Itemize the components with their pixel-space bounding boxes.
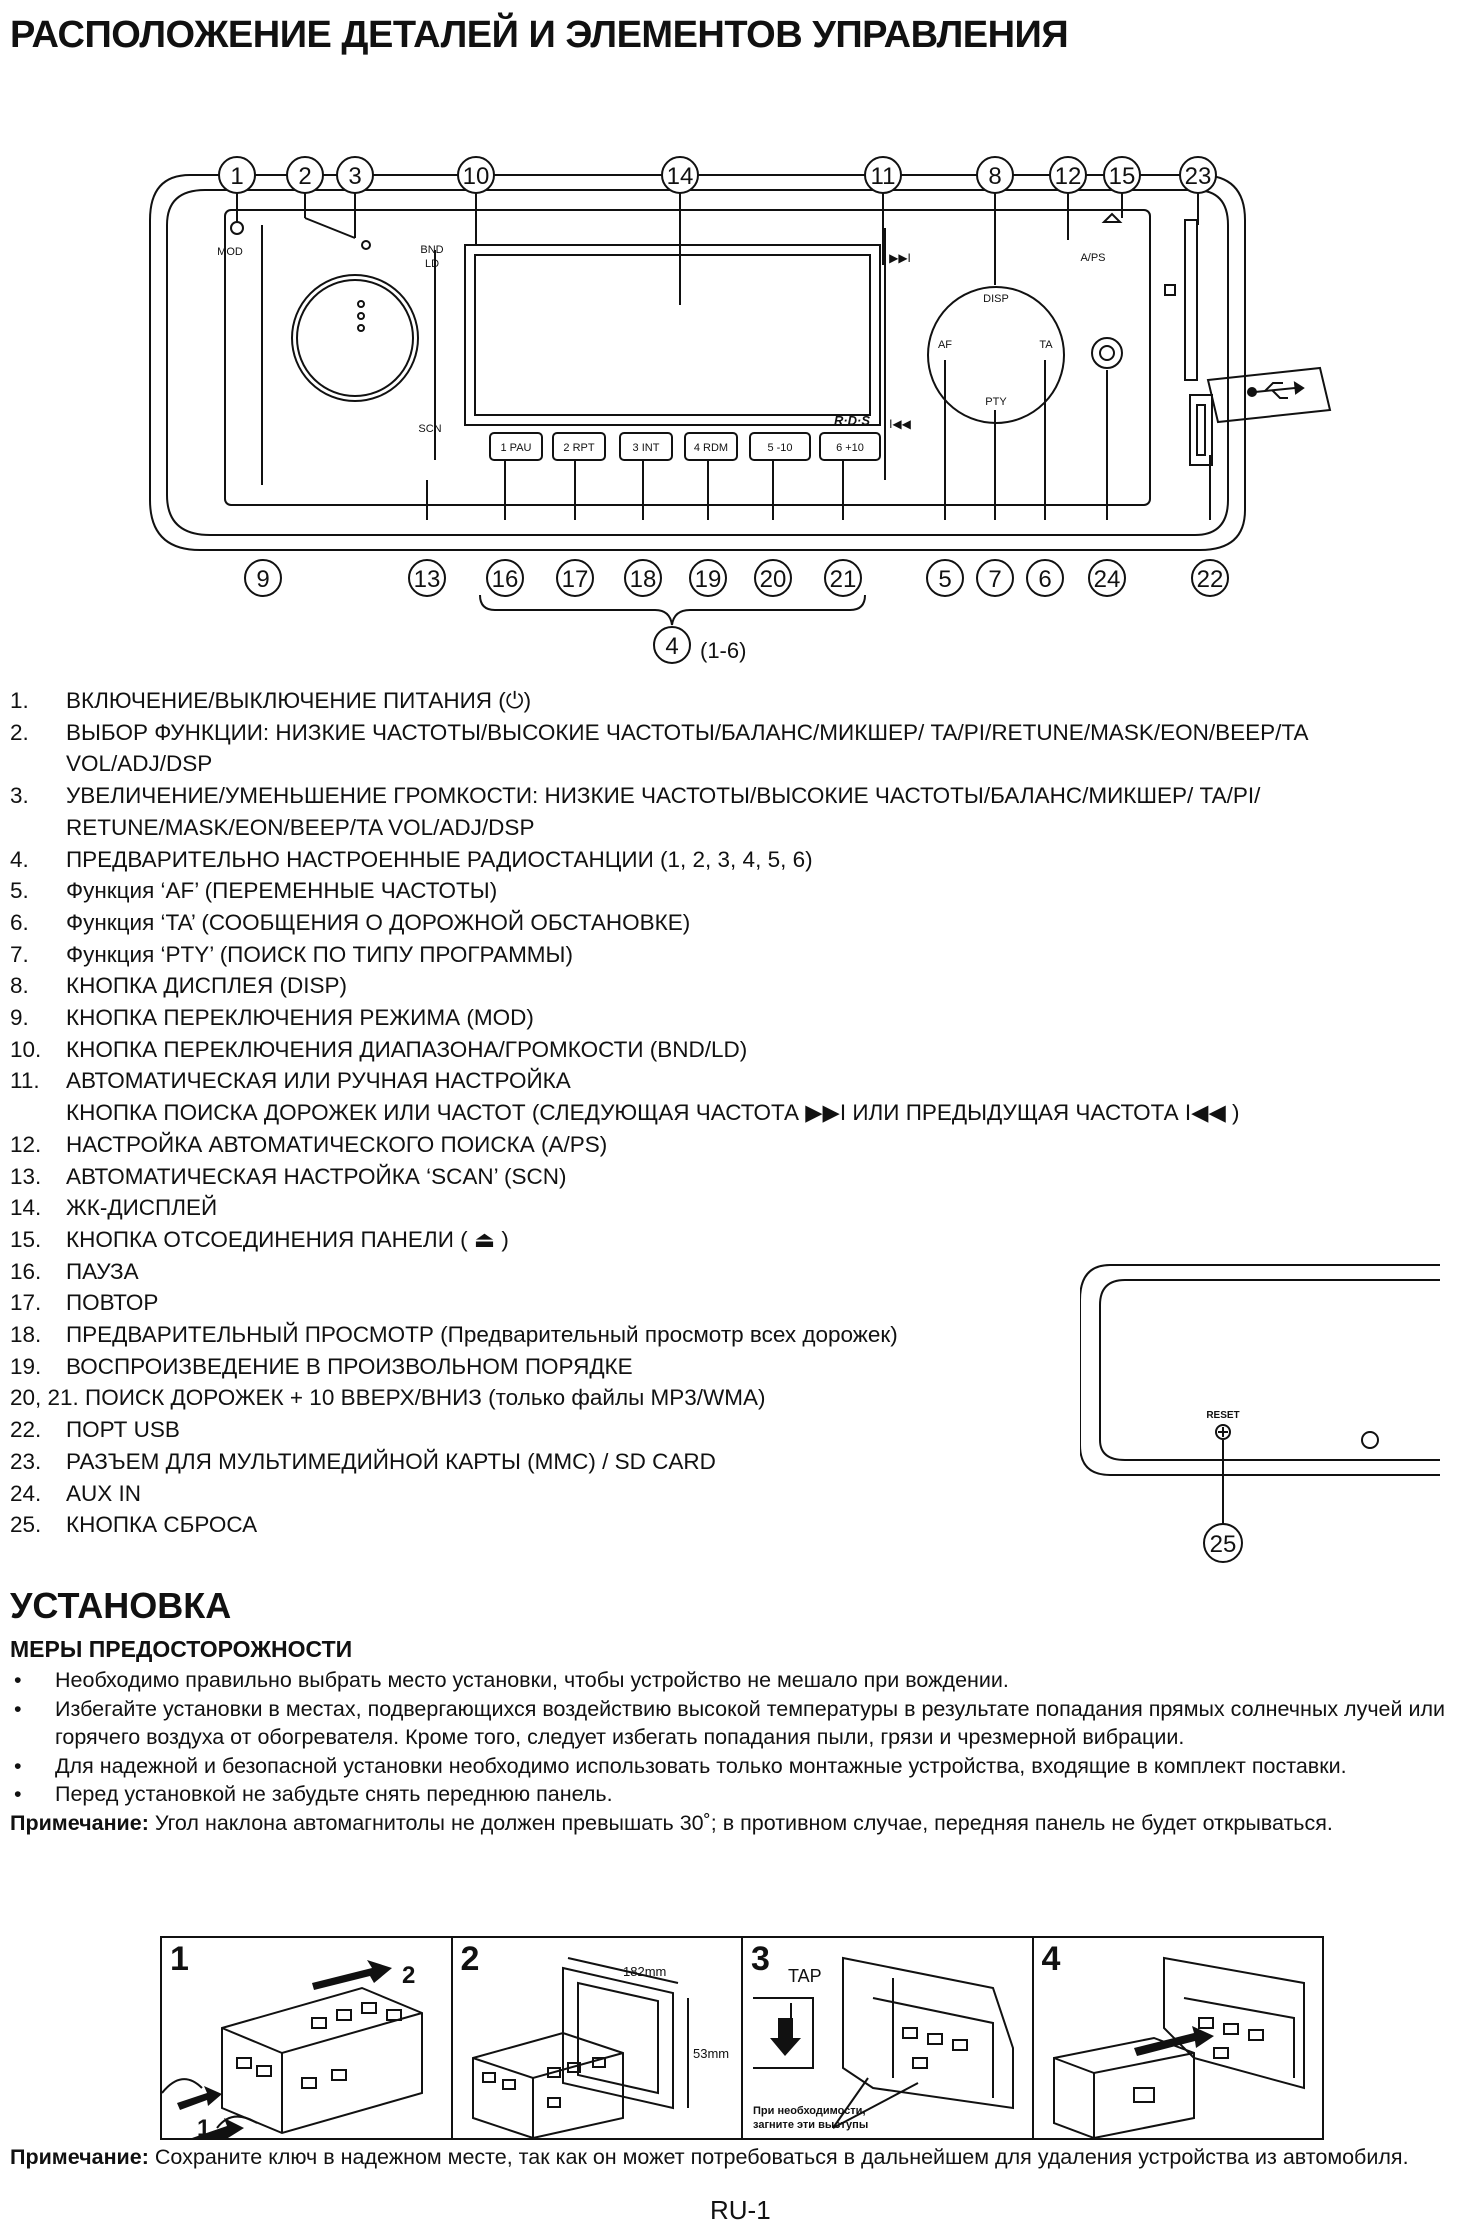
legend-number: 24. — [10, 1480, 42, 1506]
callout-25 — [1204, 1524, 1242, 1562]
legend-number: 19. — [10, 1353, 42, 1379]
legend-item — [10, 1161, 1460, 1193]
legend-item — [10, 717, 1460, 749]
svg-text:25: 25 — [1209, 1531, 1237, 1558]
svg-text:182mm: 182mm — [622, 1964, 666, 1979]
reset-diagram — [1080, 1260, 1440, 1565]
legend-number: 23. — [10, 1448, 42, 1474]
step-2: 2 182mm 53mm — [453, 1938, 744, 2138]
list-item: • Перед установкой не забудьте снять переднюю панель. — [14, 1782, 613, 1806]
legend-text: АВТОМАТИЧЕСКАЯ НАСТРОЙКА ‘SCAN’ (SCN) — [66, 1163, 567, 1189]
legend-text: Функция ‘AF’ (ПЕРЕМЕННЫЕ ЧАСТОТЫ) — [66, 878, 498, 904]
svg-text:53mm: 53mm — [692, 2046, 729, 2061]
precautions-heading: МЕРЫ ПРЕДОСТОРОЖНОСТИ — [10, 1636, 353, 1662]
legend-item — [10, 812, 1460, 844]
prev-icon: I◀◀ — [889, 417, 911, 431]
legend-text: КНОПКА ДИСПЛЕЯ (DISP) — [66, 973, 347, 999]
svg-text:10: 10 — [462, 163, 490, 190]
callout-11 — [865, 157, 901, 193]
usb-icon — [1248, 383, 1303, 398]
svg-text:16: 16 — [491, 566, 519, 593]
legend-number: 7. — [10, 941, 29, 967]
bnd-label: BND — [420, 244, 444, 256]
legend-item — [10, 1129, 1460, 1161]
callout-18 — [625, 560, 661, 596]
svg-text:18: 18 — [629, 566, 657, 593]
legend-text: AUX IN — [66, 1480, 142, 1506]
legend-text: VOL/ADJ/DSP — [66, 751, 213, 777]
legend-text: Функция ‘TA’ (СООБЩЕНИЯ О ДОРОЖНОЙ ОБСТАНОВКЕ) — [66, 909, 691, 935]
svg-text:17: 17 — [561, 566, 589, 593]
page-title: РАСПОЛОЖЕНИЕ ДЕТАЛЕЙ И ЭЛЕМЕНТОВ УПРАВЛЕНИЯ — [10, 14, 1069, 56]
legend-number: 13. — [10, 1163, 42, 1189]
callout-1 — [219, 157, 255, 193]
callout-16 — [487, 560, 523, 596]
legend-text: ВОСПРОИЗВЕДЕНИЕ В ПРОИЗВОЛЬНОМ ПОРЯДКЕ — [66, 1353, 633, 1379]
mod-label: MOD — [217, 246, 243, 258]
svg-text:1: 1 — [197, 2115, 211, 2138]
svg-text:загните эти выступы: загните эти выступы — [753, 2119, 869, 2131]
preset-4: 4 RDM — [693, 442, 729, 454]
install-note: Примечание: Угол наклона автомагнитолы не должен превышать 30˚; в противном случае, передняя панель не будет открываться. — [10, 1810, 1333, 1835]
legend-item — [10, 1065, 1460, 1097]
legend-text: АВТОМАТИЧЕСКАЯ ИЛИ РУЧНАЯ НАСТРОЙКА — [66, 1068, 571, 1094]
scn-label: SCN — [418, 423, 442, 435]
callout-13 — [409, 560, 445, 596]
legend-number: 8. — [10, 973, 29, 999]
svg-text:5: 5 — [938, 566, 952, 593]
step-4: 4 — [1034, 1938, 1323, 2138]
legend-number: 18. — [10, 1322, 42, 1348]
svg-text:9: 9 — [256, 566, 270, 593]
legend-text: КНОПКА ПОИСКА ДОРОЖЕК ИЛИ ЧАСТОТ (СЛЕДУЮЩАЯ ЧАСТОТА ▶▶I ИЛИ ПРЕДЫДУЩАЯ ЧАСТОТА I◀◀ ) — [66, 1100, 1240, 1126]
rds-logo: R·D·S — [833, 413, 871, 428]
legend-item — [10, 970, 1460, 1002]
legend-item — [10, 780, 1460, 812]
legend-item — [10, 844, 1460, 876]
legend-text: УВЕЛИЧЕНИЕ/УМЕНЬШЕНИЕ ГРОМКОСТИ: НИЗКИЕ ЧАСТОТЫ/ВЫСОКИЕ ЧАСТОТЫ/БАЛАНС/МИКШЕР/ TA/PI/ — [66, 783, 1261, 809]
legend-number: 5. — [10, 878, 29, 904]
preset-3: 3 INT — [632, 442, 660, 454]
legend-number: 6. — [10, 909, 29, 935]
install-steps — [160, 1936, 1324, 2140]
legend-text: RETUNE/MASK/EON/BEEP/TA VOL/ADJ/DSP — [66, 814, 535, 840]
callout-23 — [1180, 157, 1216, 193]
aps-label: A/PS — [1080, 252, 1106, 264]
legend-text: КНОПКА ПЕРЕКЛЮЧЕНИЯ ДИАПАЗОНА/ГРОМКОСТИ (BND/LD) — [66, 1036, 748, 1062]
callout-19 — [690, 560, 726, 596]
list-item: • Необходимо правильно выбрать место установки, чтобы устройство не мешало при вождении. — [14, 1668, 1009, 1692]
svg-text:20: 20 — [759, 566, 787, 593]
callout-20 — [755, 560, 791, 596]
legend-item — [10, 1034, 1460, 1066]
legend-text: Функция ‘PTY’ (ПОИСК ПО ТИПУ ПРОГРАММЫ) — [66, 941, 573, 967]
svg-text:24: 24 — [1093, 566, 1121, 593]
key-note: Примечание: Сохраните ключ в надежном месте, так как он может потребоваться в дальнейшем для удаления устройства из автомобиля. — [10, 2145, 1409, 2169]
ta-label: TA — [1039, 339, 1053, 351]
legend-number: 4. — [10, 846, 29, 872]
callout-9 — [245, 560, 281, 596]
step-1: 1 2 1 — [162, 1938, 453, 2138]
legend-text: ПРЕДВАРИТЕЛЬНО НАСТРОЕННЫЕ РАДИОСТАНЦИИ (1, 2, 3, 4, 5, 6) — [66, 846, 813, 872]
legend-item — [10, 1224, 1460, 1256]
legend-text: ПОРТ USB — [66, 1417, 180, 1443]
legend-text: ВКЛЮЧЕНИЕ/ВЫКЛЮЧЕНИЕ ПИТАНИЯ (⏻) — [66, 688, 532, 713]
svg-text:8: 8 — [988, 163, 1002, 190]
legend-item — [10, 1097, 1460, 1129]
svg-text:При необходимости,: При необходимости, — [753, 2105, 866, 2117]
faceplate-diagram — [0, 80, 1476, 670]
svg-text:11: 11 — [870, 163, 896, 190]
legend-item — [10, 748, 1460, 780]
svg-text:3: 3 — [348, 163, 362, 190]
callout-6 — [1027, 560, 1063, 596]
next-icon: ▶▶I — [889, 251, 911, 265]
svg-text:14: 14 — [666, 163, 694, 190]
preset-2: 2 RPT — [563, 442, 595, 454]
legend-item — [10, 907, 1460, 939]
legend-item — [10, 1002, 1460, 1034]
svg-text:13: 13 — [413, 566, 441, 593]
callout-5 — [927, 560, 963, 596]
preset-6: 6 +10 — [836, 442, 864, 454]
install-heading: УСТАНОВКА — [10, 1585, 232, 1626]
callout-21 — [825, 560, 861, 596]
legend-number: 11. — [10, 1068, 40, 1094]
callout-2 — [287, 157, 323, 193]
callout-7 — [977, 560, 1013, 596]
svg-text:2: 2 — [298, 163, 312, 190]
legend-item — [10, 685, 1460, 717]
svg-text:2: 2 — [402, 1962, 416, 1989]
callout-12 — [1050, 157, 1086, 193]
callout-24 — [1089, 560, 1125, 596]
legend-number: 2. — [10, 719, 29, 745]
disp-label: DISP — [983, 293, 1009, 305]
legend-text: ВЫБОР ФУНКЦИИ: НИЗКИЕ ЧАСТОТЫ/ВЫСОКИЕ ЧАСТОТЫ/БАЛАНС/МИКШЕР/ TA/PI/RETUNE/MASK/EON/BEEP/TA — [66, 719, 1309, 745]
legend-text: НАСТРОЙКА АВТОМАТИЧЕСКОГО ПОИСКА (A/PS) — [66, 1131, 608, 1157]
svg-text:12: 12 — [1054, 163, 1082, 190]
legend-number: 9. — [10, 1005, 29, 1031]
step-3: 3 TAP При необходимости, загните эти выступы — [743, 1938, 1034, 2138]
legend-item — [10, 939, 1460, 971]
legend-text: ПАУЗА — [66, 1258, 139, 1284]
legend-number: 16. — [10, 1258, 42, 1284]
svg-text:19: 19 — [694, 566, 722, 593]
page-number: RU-1 — [710, 2195, 771, 2225]
callout-14 — [662, 157, 698, 193]
preset-1: 1 PAU — [500, 442, 532, 454]
legend-number: 12. — [10, 1131, 42, 1157]
legend-number: 17. — [10, 1290, 42, 1316]
callout-22 — [1192, 560, 1228, 596]
callout-17 — [557, 560, 593, 596]
legend-text: ЖК-ДИСПЛЕЙ — [66, 1195, 218, 1221]
legend-number: 10. — [10, 1036, 42, 1062]
svg-text:1: 1 — [230, 163, 244, 190]
callout-3 — [337, 157, 373, 193]
legend-number: 25. — [10, 1512, 42, 1538]
callout-10 — [458, 157, 494, 193]
reset-label: RESET — [1206, 1410, 1240, 1421]
svg-text:23: 23 — [1184, 163, 1212, 190]
legend-number: 15. — [10, 1226, 42, 1252]
legend-text: ПРЕДВАРИТЕЛЬНЫЙ ПРОСМОТР (Предварительный просмотр всех дорожек) — [66, 1322, 898, 1348]
callout-4 — [654, 627, 690, 663]
legend-text: ПОВТОР — [66, 1290, 159, 1316]
ld-label: LD — [424, 258, 440, 270]
legend-number: 3. — [10, 783, 29, 809]
list-item: • Для надежной и безопасной установки необходимо использовать только монтажные устройства, входящие в комплект поставки. — [14, 1753, 1347, 1778]
legend-text: КНОПКА ОТСОЕДИНЕНИЯ ПАНЕЛИ ( ⏏ ) — [66, 1226, 509, 1252]
legend-text: 20, 21. ПОИСК ДОРОЖЕК + 10 ВВЕРХ/ВНИЗ (только файлы MP3/WMA) — [10, 1385, 766, 1411]
pty-label: PTY — [985, 396, 1007, 408]
list-item: • Избегайте установки в местах, подвергающихся воздействию высокой температуры в результате попадания прямых солнечных лучей или горячего воздуха от обогревателя. Кроме того, следует избегать попадания пыли, грязи и чрезмерной вибрации. — [14, 1696, 1446, 1749]
svg-text:TAP: TAP — [788, 1966, 822, 1986]
legend-number: 14. — [10, 1195, 42, 1221]
legend-item — [10, 875, 1460, 907]
callout-8 — [977, 157, 1013, 193]
preset-5: 5 -10 — [767, 442, 793, 454]
callout-15 — [1104, 157, 1140, 193]
svg-text:21: 21 — [829, 566, 857, 593]
legend-text: КНОПКА СБРОСА — [66, 1512, 258, 1538]
svg-text:7: 7 — [988, 566, 1002, 593]
svg-text:6: 6 — [1038, 566, 1052, 593]
legend-text: КНОПКА ПЕРЕКЛЮЧЕНИЯ РЕЖИМА (MOD) — [66, 1005, 534, 1031]
legend-text: РАЗЪЕМ ДЛЯ МУЛЬТИМЕДИЙНОЙ КАРТЫ (MMC) / SD CARD — [66, 1448, 716, 1474]
legend-item — [10, 1192, 1460, 1224]
precautions-list — [10, 1666, 1460, 1837]
legend-number: 22. — [10, 1417, 42, 1443]
callout-4-range: (1-6) — [700, 638, 747, 663]
legend-number: 1. — [10, 688, 29, 713]
svg-text:4: 4 — [665, 633, 679, 660]
svg-text:22: 22 — [1196, 566, 1224, 593]
svg-text:15: 15 — [1108, 163, 1136, 190]
af-label: AF — [937, 339, 953, 351]
